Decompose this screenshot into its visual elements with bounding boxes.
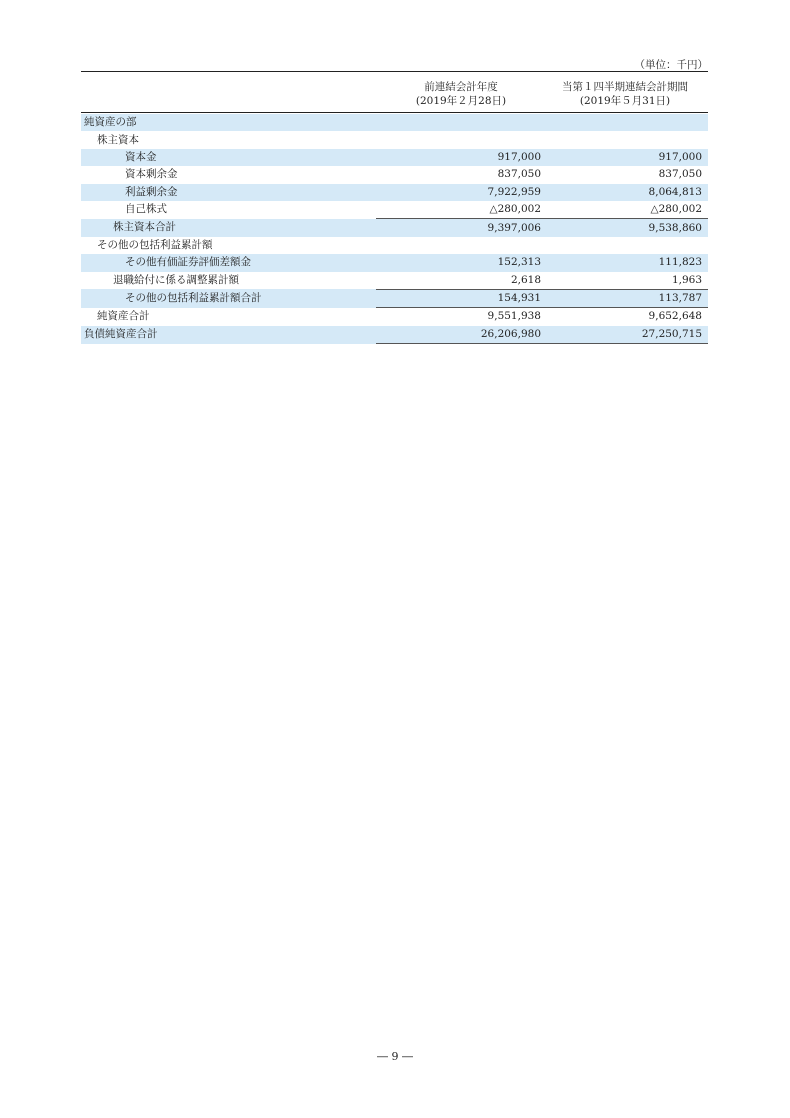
table-row bbox=[81, 201, 708, 219]
row-label: 退職給付に係る調整累計額 bbox=[113, 273, 239, 286]
prev-value: 9,397,006 bbox=[376, 219, 546, 237]
prev-value bbox=[376, 131, 546, 148]
curr-value: 837,050 bbox=[658, 168, 702, 181]
prev-value: 7,922,959 bbox=[376, 184, 546, 201]
table-row-grand-total bbox=[81, 326, 708, 344]
curr-value bbox=[546, 114, 708, 131]
column-header-prev-date: (2019年２月28日) bbox=[415, 95, 507, 107]
prev-value: 26,206,980 bbox=[376, 326, 546, 344]
table-row bbox=[81, 254, 708, 271]
row-label: 自己株式 bbox=[125, 203, 167, 216]
row-label: 利益剰余金 bbox=[81, 184, 376, 201]
row-label: 純資産の部 bbox=[81, 114, 376, 131]
row-label: 資本剰余金 bbox=[125, 168, 178, 181]
curr-value: 1,963 bbox=[671, 273, 702, 286]
table-row-total bbox=[81, 308, 708, 326]
prev-value bbox=[376, 237, 546, 254]
column-header-prev bbox=[376, 80, 546, 108]
unit-label: （単位：千円） bbox=[634, 59, 708, 71]
curr-value: 8,064,813 bbox=[546, 184, 708, 201]
curr-value bbox=[546, 131, 708, 148]
row-label: その他の包括利益累計額 bbox=[97, 238, 213, 251]
table-row bbox=[81, 272, 708, 290]
curr-value: 113,787 bbox=[546, 289, 708, 307]
top-rule bbox=[81, 71, 708, 72]
balance-sheet-table bbox=[81, 114, 708, 344]
prev-value: 152,313 bbox=[376, 254, 546, 271]
row-label: 純資産合計 bbox=[97, 310, 150, 323]
column-header-curr bbox=[542, 80, 708, 108]
prev-value: 837,050 bbox=[497, 168, 541, 181]
page-number: ― 9 ― bbox=[377, 1050, 413, 1063]
row-label: 株主資本 bbox=[97, 133, 139, 146]
table-row-subtotal bbox=[81, 219, 708, 237]
table-row bbox=[81, 114, 708, 131]
table-row bbox=[81, 237, 708, 254]
table-row bbox=[81, 166, 708, 183]
curr-value: 917,000 bbox=[546, 149, 708, 166]
curr-value: 9,652,648 bbox=[546, 308, 708, 326]
table-row bbox=[81, 131, 708, 148]
row-label: その他有価証券評価差額金 bbox=[81, 254, 376, 271]
curr-value: 111,823 bbox=[546, 254, 708, 271]
curr-value bbox=[546, 237, 708, 254]
row-label: その他の包括利益累計額合計 bbox=[81, 289, 376, 307]
table-row bbox=[81, 184, 708, 201]
column-header-curr-title: 当第１四半期連結会計期間 bbox=[562, 81, 688, 93]
prev-value: △280,002 bbox=[489, 203, 541, 216]
prev-value bbox=[376, 114, 546, 131]
prev-value: 9,551,938 bbox=[376, 308, 546, 326]
prev-value: 2,618 bbox=[510, 273, 541, 286]
prev-value: 917,000 bbox=[376, 149, 546, 166]
column-header-curr-date: (2019年５月31日) bbox=[579, 95, 671, 107]
row-label: 資本金 bbox=[81, 149, 376, 166]
table-row-subtotal bbox=[81, 289, 708, 307]
curr-value: 9,538,860 bbox=[546, 219, 708, 237]
column-header-prev-title: 前連結会計年度 bbox=[424, 81, 498, 93]
row-label: 負債純資産合計 bbox=[81, 326, 376, 344]
prev-value: 154,931 bbox=[376, 289, 546, 307]
curr-value: 27,250,715 bbox=[546, 326, 708, 344]
row-label: 株主資本合計 bbox=[81, 219, 376, 237]
curr-value: △280,002 bbox=[650, 203, 702, 216]
header-rule bbox=[81, 112, 708, 113]
table-row bbox=[81, 149, 708, 166]
